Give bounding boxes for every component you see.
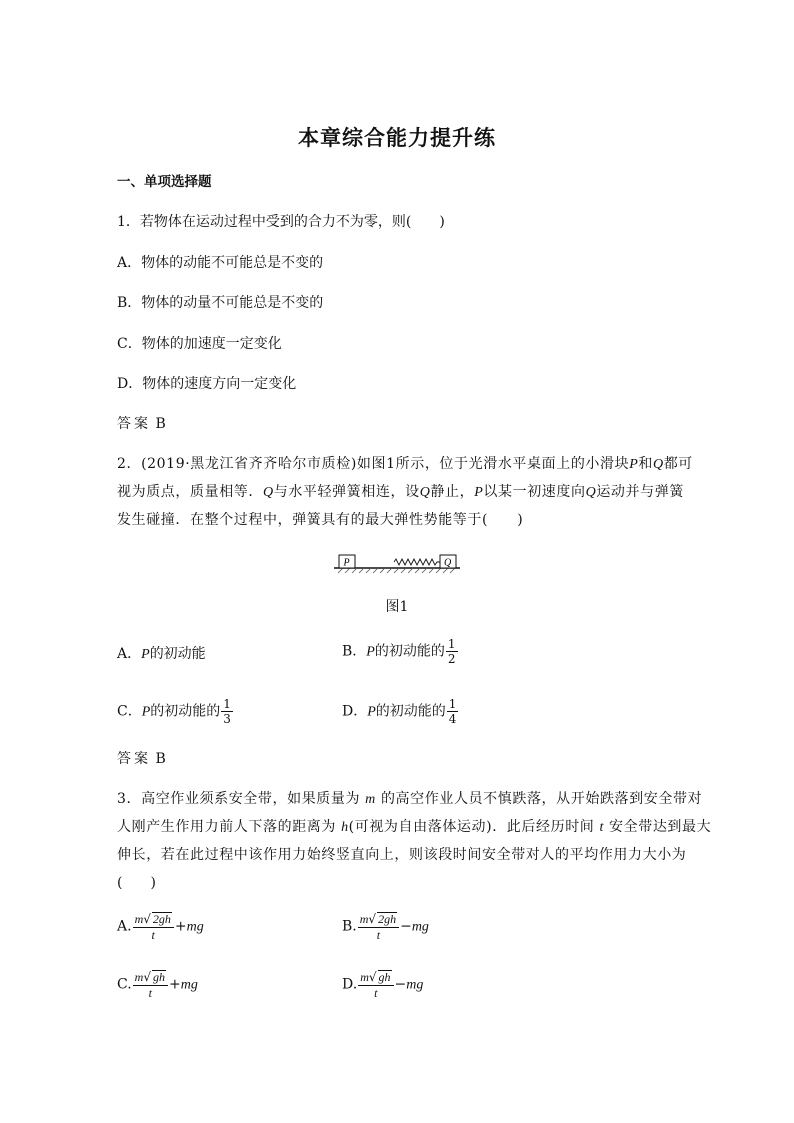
q2-answer — [117, 749, 166, 769]
q3-line-2: 人刚产生作用力前人下落的距离为 h(可视为自由落体运动)．此后经历时间 t 安全带达到最大 — [117, 819, 712, 835]
q2-line-2: 视为质点，质量相等．Q与水平轻弹簧相连，设Q静止，P以某一初速度向Q运动并与弹簧 — [117, 484, 684, 500]
q1-option-c: C．物体的加速度一定变化 — [117, 336, 282, 352]
section-heading: 一、单项选择题 — [117, 174, 212, 190]
fraction: $\frac{1}{4}$ — [448, 697, 457, 726]
q1-answer — [117, 414, 166, 434]
page-title: 本章综合能力提升练 — [298, 125, 496, 150]
q3-option-d: D. $\frac{m√ gh}{t}$ −mg — [342, 970, 424, 1001]
answer-label: 答案 — [117, 751, 151, 767]
figure-caption: 图1 — [385, 599, 409, 615]
q1-option-a: A．物体的动能不可能总是不变的 — [117, 255, 324, 271]
fraction: $\frac{m√ 2gh}{t}$ — [133, 912, 174, 941]
fraction: $\frac{m√ 2gh}{t}$ — [358, 912, 399, 941]
fraction: $\frac{m√ gh}{t}$ — [358, 970, 393, 999]
block-q-label: Q — [444, 557, 452, 569]
answer-label: 答案 — [117, 416, 151, 432]
table-hatching — [338, 568, 455, 573]
fraction: $\frac{m√ gh}{t}$ — [133, 970, 168, 999]
q1-stem: 1．若物体在运动过程中受到的合力不为零，则( ) — [117, 214, 445, 230]
q2-option-b: B．P的初动能的 $\frac{1}{2}$ — [342, 637, 456, 666]
q2-line-3: 发生碰撞．在整个过程中，弹簧具有的最大弹性势能等于( ) — [117, 512, 524, 528]
fraction: $\frac{1}{2}$ — [447, 637, 456, 666]
q1-option-d: D．物体的速度方向一定变化 — [117, 376, 297, 392]
q1-option-b: B．物体的动量不可能总是不变的 — [117, 295, 324, 311]
q2-option-d: D．P的初动能的 $\frac{1}{4}$ — [342, 697, 457, 726]
block-p-label: P — [343, 557, 350, 569]
q3-option-b: B. $\frac{m√ 2gh}{t}$ −mg — [342, 912, 429, 943]
q2-option-a: A．P的初动能 — [117, 646, 206, 662]
q3-line-1: 3．高空作业须系安全带，如果质量为 m 的高空作业人员不慎跌落，从开始跌落到安全带对 — [117, 791, 703, 807]
spring-block-figure — [334, 552, 460, 574]
q3-line-3: 伸长，若在此过程中该作用力始终竖直向上，则该段时间安全带对人的平均作用力大小为 — [117, 847, 687, 863]
q3-option-c: C. $\frac{m√ gh}{t}$ +mg — [117, 970, 198, 1001]
q2-option-c: C．P的初动能的 $\frac{1}{3}$ — [117, 697, 231, 726]
q2-line-1: 2．(2019·黑龙江省齐齐哈尔市质检)如图1所示，位于光滑水平桌面上的小滑块P和Q都可 — [117, 456, 693, 472]
q3-option-a: A. $\frac{m√ 2gh}{t}$ +mg — [117, 912, 204, 943]
q3-line-4: ( ) — [117, 875, 156, 891]
answer-value: B — [155, 751, 166, 767]
answer-value: B — [155, 416, 166, 432]
spring — [394, 559, 440, 565]
fraction: $\frac{1}{3}$ — [223, 697, 231, 726]
